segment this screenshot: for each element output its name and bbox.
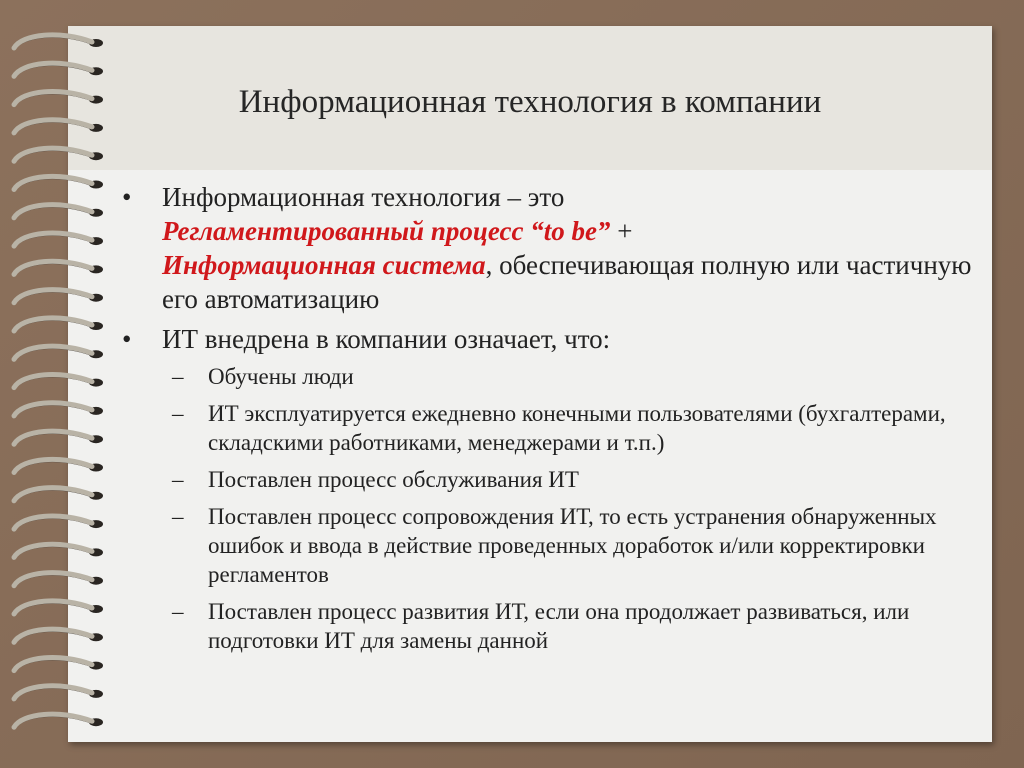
spiral-ring	[14, 261, 103, 276]
sub-item	[120, 399, 980, 457]
sub-item-text: Поставлен процесс сопровождения ИТ, то есть устранения обнаруженных ошибок и ввода в действие проведенных доработок и/или корректировки регламентов	[208, 504, 937, 587]
spiral-ring	[14, 601, 103, 616]
spiral-ring	[14, 318, 103, 333]
sub-item-text: Поставлен процесс обслуживания ИТ	[208, 467, 579, 492]
sub-item	[120, 502, 980, 589]
definition-red-process: Регламентированный процесс “to be”	[162, 216, 611, 246]
bullet-definition	[120, 180, 980, 316]
spiral-ring	[14, 544, 103, 559]
spiral-ring	[14, 686, 103, 701]
bullet-mark: •	[122, 324, 132, 354]
definition-plus: +	[610, 216, 633, 246]
dash-mark: –	[172, 467, 184, 492]
sub-item-text: Обучены люди	[208, 364, 354, 389]
spiral-ring	[14, 346, 103, 361]
spiral-ring	[14, 35, 103, 50]
bullet-mark: •	[122, 182, 132, 212]
sub-item-text: Поставлен процесс развития ИТ, если она продолжает развиваться, или подготовки ИТ для замены данной	[208, 599, 910, 653]
sub-item-text: ИТ эксплуатируется ежедневно конечными пользователями (бухгалтерами, складскими работниками, менеджерами и т.п.)	[208, 401, 946, 455]
spiral-ring	[14, 516, 103, 531]
spiral-ring	[14, 63, 103, 78]
bullet-implementation	[120, 322, 980, 356]
spiral-ring	[14, 488, 103, 503]
sub-item	[120, 362, 980, 391]
spiral-ring	[14, 176, 103, 191]
definition-red-system: Информационная система	[162, 250, 486, 280]
definition-text-end: , обеспечивающая полную или частичную его автоматизацию	[162, 250, 972, 314]
spiral-ring	[14, 403, 103, 418]
spiral-ring	[14, 91, 103, 106]
sub-item	[120, 465, 980, 494]
slide-content	[120, 180, 980, 663]
spiral-ring	[14, 431, 103, 446]
spiral-ring	[14, 374, 103, 389]
spiral-ring	[14, 120, 103, 135]
spiral-ring	[14, 629, 103, 644]
spiral-ring	[14, 714, 103, 729]
dash-mark: –	[172, 504, 184, 529]
spiral-ring	[14, 205, 103, 220]
spiral-ring	[14, 148, 103, 163]
sub-item	[120, 597, 980, 655]
spiral-ring	[14, 290, 103, 305]
spiral-binding	[0, 0, 110, 768]
dash-mark: –	[172, 364, 184, 389]
dash-mark: –	[172, 401, 184, 426]
spiral-ring	[14, 459, 103, 474]
implementation-text: ИТ внедрена в компании означает, что:	[162, 324, 611, 354]
spiral-ring	[14, 657, 103, 672]
spiral-ring	[14, 233, 103, 248]
dash-mark: –	[172, 599, 184, 624]
definition-text-start: Информационная технология – это	[162, 182, 565, 212]
page-title: Информационная технология в компании	[238, 84, 822, 120]
spiral-ring	[14, 573, 103, 588]
